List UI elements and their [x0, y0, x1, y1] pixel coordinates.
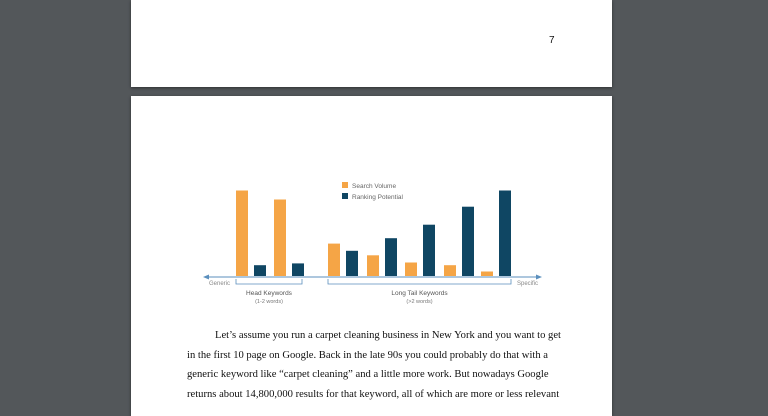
body-paragraph — [187, 326, 563, 404]
group-subtitle: (1-2 words) — [255, 299, 283, 305]
legend-swatch — [342, 193, 348, 199]
chart-bar — [499, 191, 511, 277]
axis-label-generic: Generic — [209, 281, 231, 287]
axis-label-specific: Specific — [516, 281, 538, 287]
paragraph-line: in the first 10 page on Google. Back in the late 90s you could probably do that with a — [187, 349, 548, 361]
group-subtitle: (>2 words) — [406, 299, 433, 305]
keyword-chart — [201, 178, 546, 313]
chart-bar — [405, 263, 417, 277]
legend-label: Ranking Potential — [352, 194, 403, 201]
chart-axis — [203, 275, 542, 306]
chart-bar — [292, 263, 304, 276]
legend-label: Search Volume — [352, 183, 397, 190]
group-title: Head Keywords — [246, 290, 292, 297]
paragraph-line: returns about 14,800,000 results for that keyword, all of which are more or less relevant — [187, 388, 560, 400]
legend-swatch — [342, 182, 348, 188]
chart-bar — [346, 251, 358, 276]
group-bracket — [328, 279, 511, 284]
chart-bars — [236, 191, 511, 277]
chart-bar — [444, 265, 456, 276]
chart-bar — [236, 191, 248, 277]
chart-bar — [385, 238, 397, 276]
chart-bar — [481, 272, 493, 277]
chart-bar — [367, 255, 379, 276]
current-page — [131, 96, 612, 416]
paragraph-line: Let’s assume you run a carpet cleaning business in New York and you want to get — [215, 330, 561, 341]
chart-bar — [423, 225, 435, 276]
group-bracket — [236, 279, 302, 284]
chart-bar — [462, 207, 474, 276]
page-number: 7 — [549, 35, 555, 46]
chart-bar — [274, 200, 286, 277]
previous-page — [131, 0, 612, 87]
chart-legend — [342, 182, 404, 201]
chart-bar — [328, 244, 340, 276]
chart-bar — [254, 265, 266, 276]
group-title: Long Tail Keywords — [391, 290, 448, 297]
paragraph-line: generic keyword like “carpet cleaning” and a little more work. But nowadays Google — [187, 369, 549, 380]
